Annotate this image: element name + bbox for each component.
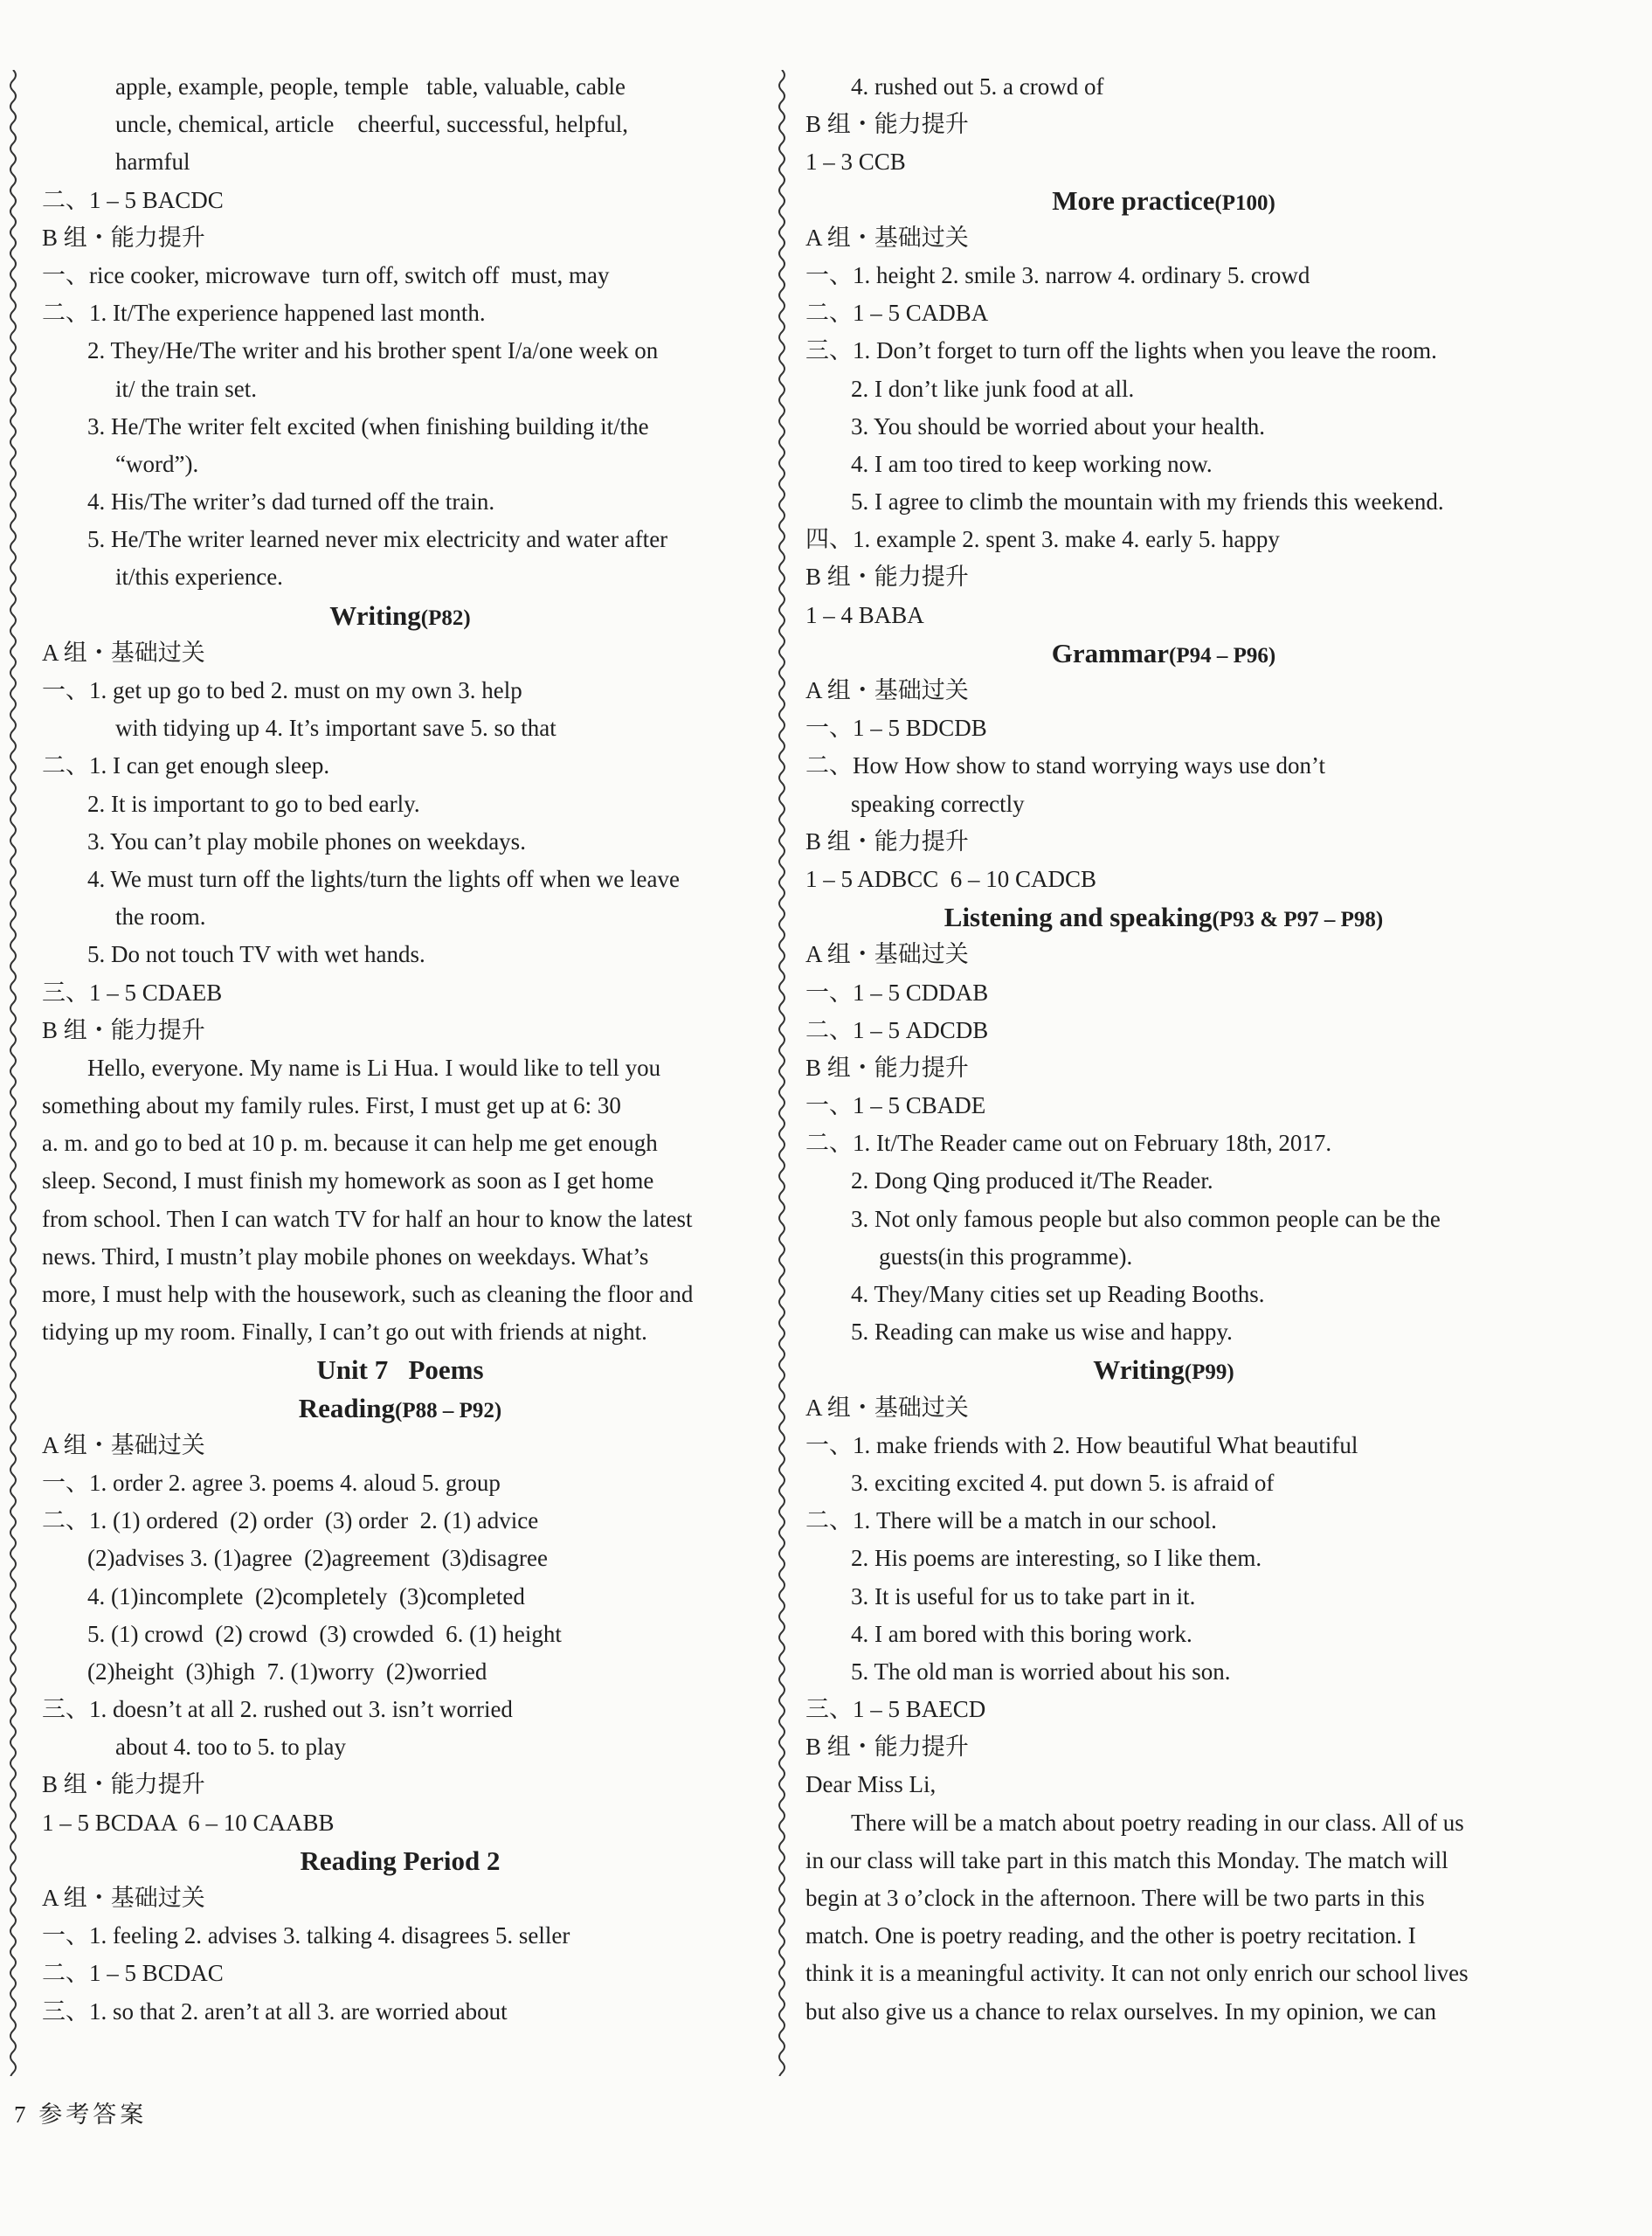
answer-line: 4. They/Many cities set up Reading Booths. [851,1281,1265,1307]
answer-line: 一、1. height 2. smile 3. narrow 4. ordinary 5. crowd [805,261,1310,288]
left-column [42,68,758,2031]
answer-line: 5. He/The writer learned never mix electricity and water after [87,526,668,553]
answer-line: about 4. too to 5. to play [115,1734,346,1761]
answer-line: B 组・能力提升 [805,111,969,138]
answer-line: A 组・基础过关 [805,1394,969,1421]
answer-line: 4. (1)incomplete (2)completely (3)completed [87,1582,525,1610]
answer-line: uncle, chemical, article cheerful, successful, helpful, [115,111,628,138]
section-heading [805,1351,1522,1388]
answer-line: 4. We must turn off the lights/turn the lights off when we leave [87,865,680,892]
answer-line: 4. His/The writer’s dad turned off the train. [87,488,495,516]
answer-line: 二、1. It/The Reader came out on February 18th, 2017. [805,1130,1332,1157]
answer-line: 三、1 – 5 CDAEB [42,979,223,1006]
answer-line: it/ the train set. [115,375,257,402]
answer-line: begin at 3 o’clock in the afternoon. There will be two parts in this [805,1885,1425,1911]
section-heading-pages: (P99) [1184,1360,1234,1385]
answer-line: There will be a match about poetry reading in our class. All of us [851,1809,1464,1836]
answer-line: B 组・能力提升 [805,1054,969,1081]
section-heading [42,1351,758,1388]
answer-line: 4. I am too tired to keep working now. [851,450,1213,477]
answer-line: 5. Reading can make us wise and happy. [851,1319,1233,1346]
section-heading-title: Listening and speaking [944,902,1213,933]
section-heading-pages: (P82) [420,606,471,630]
column-divider-wavy-line [776,70,788,2076]
answer-line: A 组・基础过关 [805,941,969,968]
answer-line: speaking correctly [851,790,1025,817]
answer-line: 3. exciting excited 4. put down 5. is afraid of [851,1469,1275,1496]
answer-line: 2. They/He/The writer and his brother spent I/a/one week on [87,337,659,364]
answer-line: 二、How How show to stand worrying ways use don’t [805,752,1325,779]
section-heading-pages: (P93 & P97 – P98) [1212,908,1384,932]
answer-line: 一、1. feeling 2. advises 3. talking 4. disagrees 5. seller [42,1922,570,1949]
answer-line: 一、1. order 2. agree 3. poems 4. aloud 5. group [42,1469,501,1496]
answer-line: 一、rice cooker, microwave turn off, switch off must, may [42,261,610,288]
answer-line: 二、1 – 5 ADCDB [805,1016,989,1043]
answer-line: B 组・能力提升 [42,1771,205,1798]
answer-line: Dear Miss Li, [805,1771,937,1798]
answer-line: in our class will take part in this match this Monday. The match will [805,1846,1448,1873]
right-column [805,68,1522,2031]
answer-line: it/this experience. [115,564,283,591]
answer-line: guests(in this programme). [879,1243,1133,1270]
answer-line: 4. I am bored with this boring work. [851,1620,1192,1647]
answer-line: 2. I don’t like junk food at all. [851,375,1135,402]
answer-line: “word”). [115,450,199,477]
answer-line: 3. It is useful for us to take part in it. [851,1582,1196,1610]
answer-line: 5. (1) crowd (2) crowd (3) crowded 6. (1) height [87,1620,562,1647]
section-heading [42,1389,758,1427]
answer-line: B 组・能力提升 [42,224,205,251]
answer-line: 3. He/The writer felt excited (when finishing building it/the [87,412,649,440]
answer-line: harmful [115,149,190,176]
section-heading-pages: (P100) [1214,190,1275,215]
section-heading-title: Unit 7 Poems [316,1354,484,1386]
answer-line: A 组・基础过关 [42,639,205,666]
answer-line: A 组・基础过关 [805,224,969,251]
answer-line: 三、1. Don’t forget to turn off the lights when you leave the room. [805,337,1437,364]
page-footer [14,2095,147,2129]
section-heading [42,597,758,634]
section-heading-title: More practice [1052,184,1215,216]
answer-line: 一、1 – 5 CBADE [805,1092,986,1119]
answer-line: 二、1 – 5 BACDC [42,186,224,213]
answer-line: 二、1. There will be a match in our school. [805,1507,1217,1534]
answer-line: A 组・基础过关 [42,1885,205,1911]
answer-line: 一、1 – 5 BDCDB [805,715,987,742]
answer-line: 一、1 – 5 CDDAB [805,979,989,1006]
answer-line: 三、1. doesn’t at all 2. rushed out 3. isn’t worried [42,1696,513,1723]
footer-label: 参考答案 [38,2101,148,2128]
answer-line: something about my family rules. First, I must get up at 6: 30 [42,1092,621,1119]
answer-line: 2. It is important to go to bed early. [87,790,420,817]
answer-line: A 组・基础过关 [805,677,969,703]
answer-line: 3. You should be worried about your health. [851,412,1265,440]
answer-line: news. Third, I mustn’t play mobile phones on weekdays. What’s [42,1243,649,1270]
answer-line: 2. Dong Qing produced it/The Reader. [851,1167,1213,1194]
answer-line: but also give us a chance to relax ourselves. In my opinion, we can [805,1997,1437,2025]
answer-line: B 组・能力提升 [805,1734,969,1761]
answer-line: 三、1 – 5 BAECD [805,1696,986,1723]
answer-line: 1 – 4 BABA [805,601,924,628]
section-heading-pages: (P94 – P96) [1169,643,1276,668]
left-wavy-border [7,70,19,2076]
answer-line: 3. You can’t play mobile phones on weekdays. [87,827,526,855]
answer-line: 5. I agree to climb the mountain with my friends this weekend. [851,488,1444,516]
answer-line: B 组・能力提升 [805,564,969,591]
section-heading-title: Writing [1093,1354,1185,1386]
answer-line: B 组・能力提升 [805,827,969,855]
answer-line: with tidying up 4. It’s important save 5. so that [115,715,556,742]
answer-line: 二、1 – 5 CADBA [805,300,989,327]
answer-line: 二、1 – 5 BCDAC [42,1960,224,1987]
section-heading [805,182,1522,219]
section-heading-title: Writing [329,599,421,631]
answer-line: Hello, everyone. My name is Li Hua. I would like to tell you [87,1054,661,1081]
answer-line: 1 – 5 ADBCC 6 – 10 CADCB [805,865,1097,892]
answer-line: 1 – 3 CCB [805,149,906,176]
answer-line: apple, example, people, temple table, valuable, cable [115,73,626,100]
answer-line: tidying up my room. Finally, I can’t go out with friends at night. [42,1319,647,1346]
section-heading-pages: (P88 – P92) [395,1398,502,1423]
section-heading-title: Grammar [1051,637,1170,668]
answer-line: more, I must help with the housework, such as cleaning the floor and [42,1281,694,1307]
answer-line: 5. Do not touch TV with wet hands. [87,941,425,968]
answer-line: 4. rushed out 5. a crowd of [851,73,1104,100]
answer-line: from school. Then I can watch TV for half an hour to know the latest [42,1205,693,1232]
page-number: 7 [14,2101,30,2128]
section-heading [42,1842,758,1879]
answer-line: 四、1. example 2. spent 3. make 4. early 5. happy [805,526,1280,553]
answer-line: a. m. and go to bed at 10 p. m. because it can help me get enough [42,1130,658,1157]
answer-line: 二、1. It/The experience happened last month. [42,300,486,327]
answer-line: sleep. Second, I must finish my homework as soon as I get home [42,1167,654,1194]
answer-line: 3. Not only famous people but also common people can be the [851,1205,1441,1232]
section-heading-title: Reading Period 2 [300,1845,501,1876]
answer-line: 二、1. I can get enough sleep. [42,752,330,779]
answer-line: B 组・能力提升 [42,1016,205,1043]
answer-line: 2. His poems are interesting, so I like them. [851,1545,1262,1572]
answer-line: think it is a meaningful activity. It can not only enrich our school lives [805,1960,1469,1987]
answer-line: 1 – 5 BCDAA 6 – 10 CAABB [42,1809,335,1836]
section-heading [805,634,1522,672]
answer-line: match. One is poetry reading, and the other is poetry recitation. I [805,1922,1416,1949]
answer-line: (2)height (3)high 7. (1)worry (2)worried [87,1658,487,1685]
section-heading-title: Reading [298,1392,396,1423]
section-heading [805,898,1522,936]
answer-line: A 组・基础过关 [42,1431,205,1458]
answer-line: 一、1. make friends with 2. How beautiful What beautiful [805,1431,1358,1458]
answer-line: 5. The old man is worried about his son. [851,1658,1231,1685]
answer-line: 三、1. so that 2. aren’t at all 3. are worried about [42,1997,508,2025]
answer-line: 一、1. get up go to bed 2. must on my own 3. help [42,677,522,703]
answer-line: the room. [115,903,206,931]
answer-line: 二、1. (1) ordered (2) order (3) order 2. (1) advice [42,1507,539,1534]
answer-line: (2)advises 3. (1)agree (2)agreement (3)disagree [87,1545,548,1572]
